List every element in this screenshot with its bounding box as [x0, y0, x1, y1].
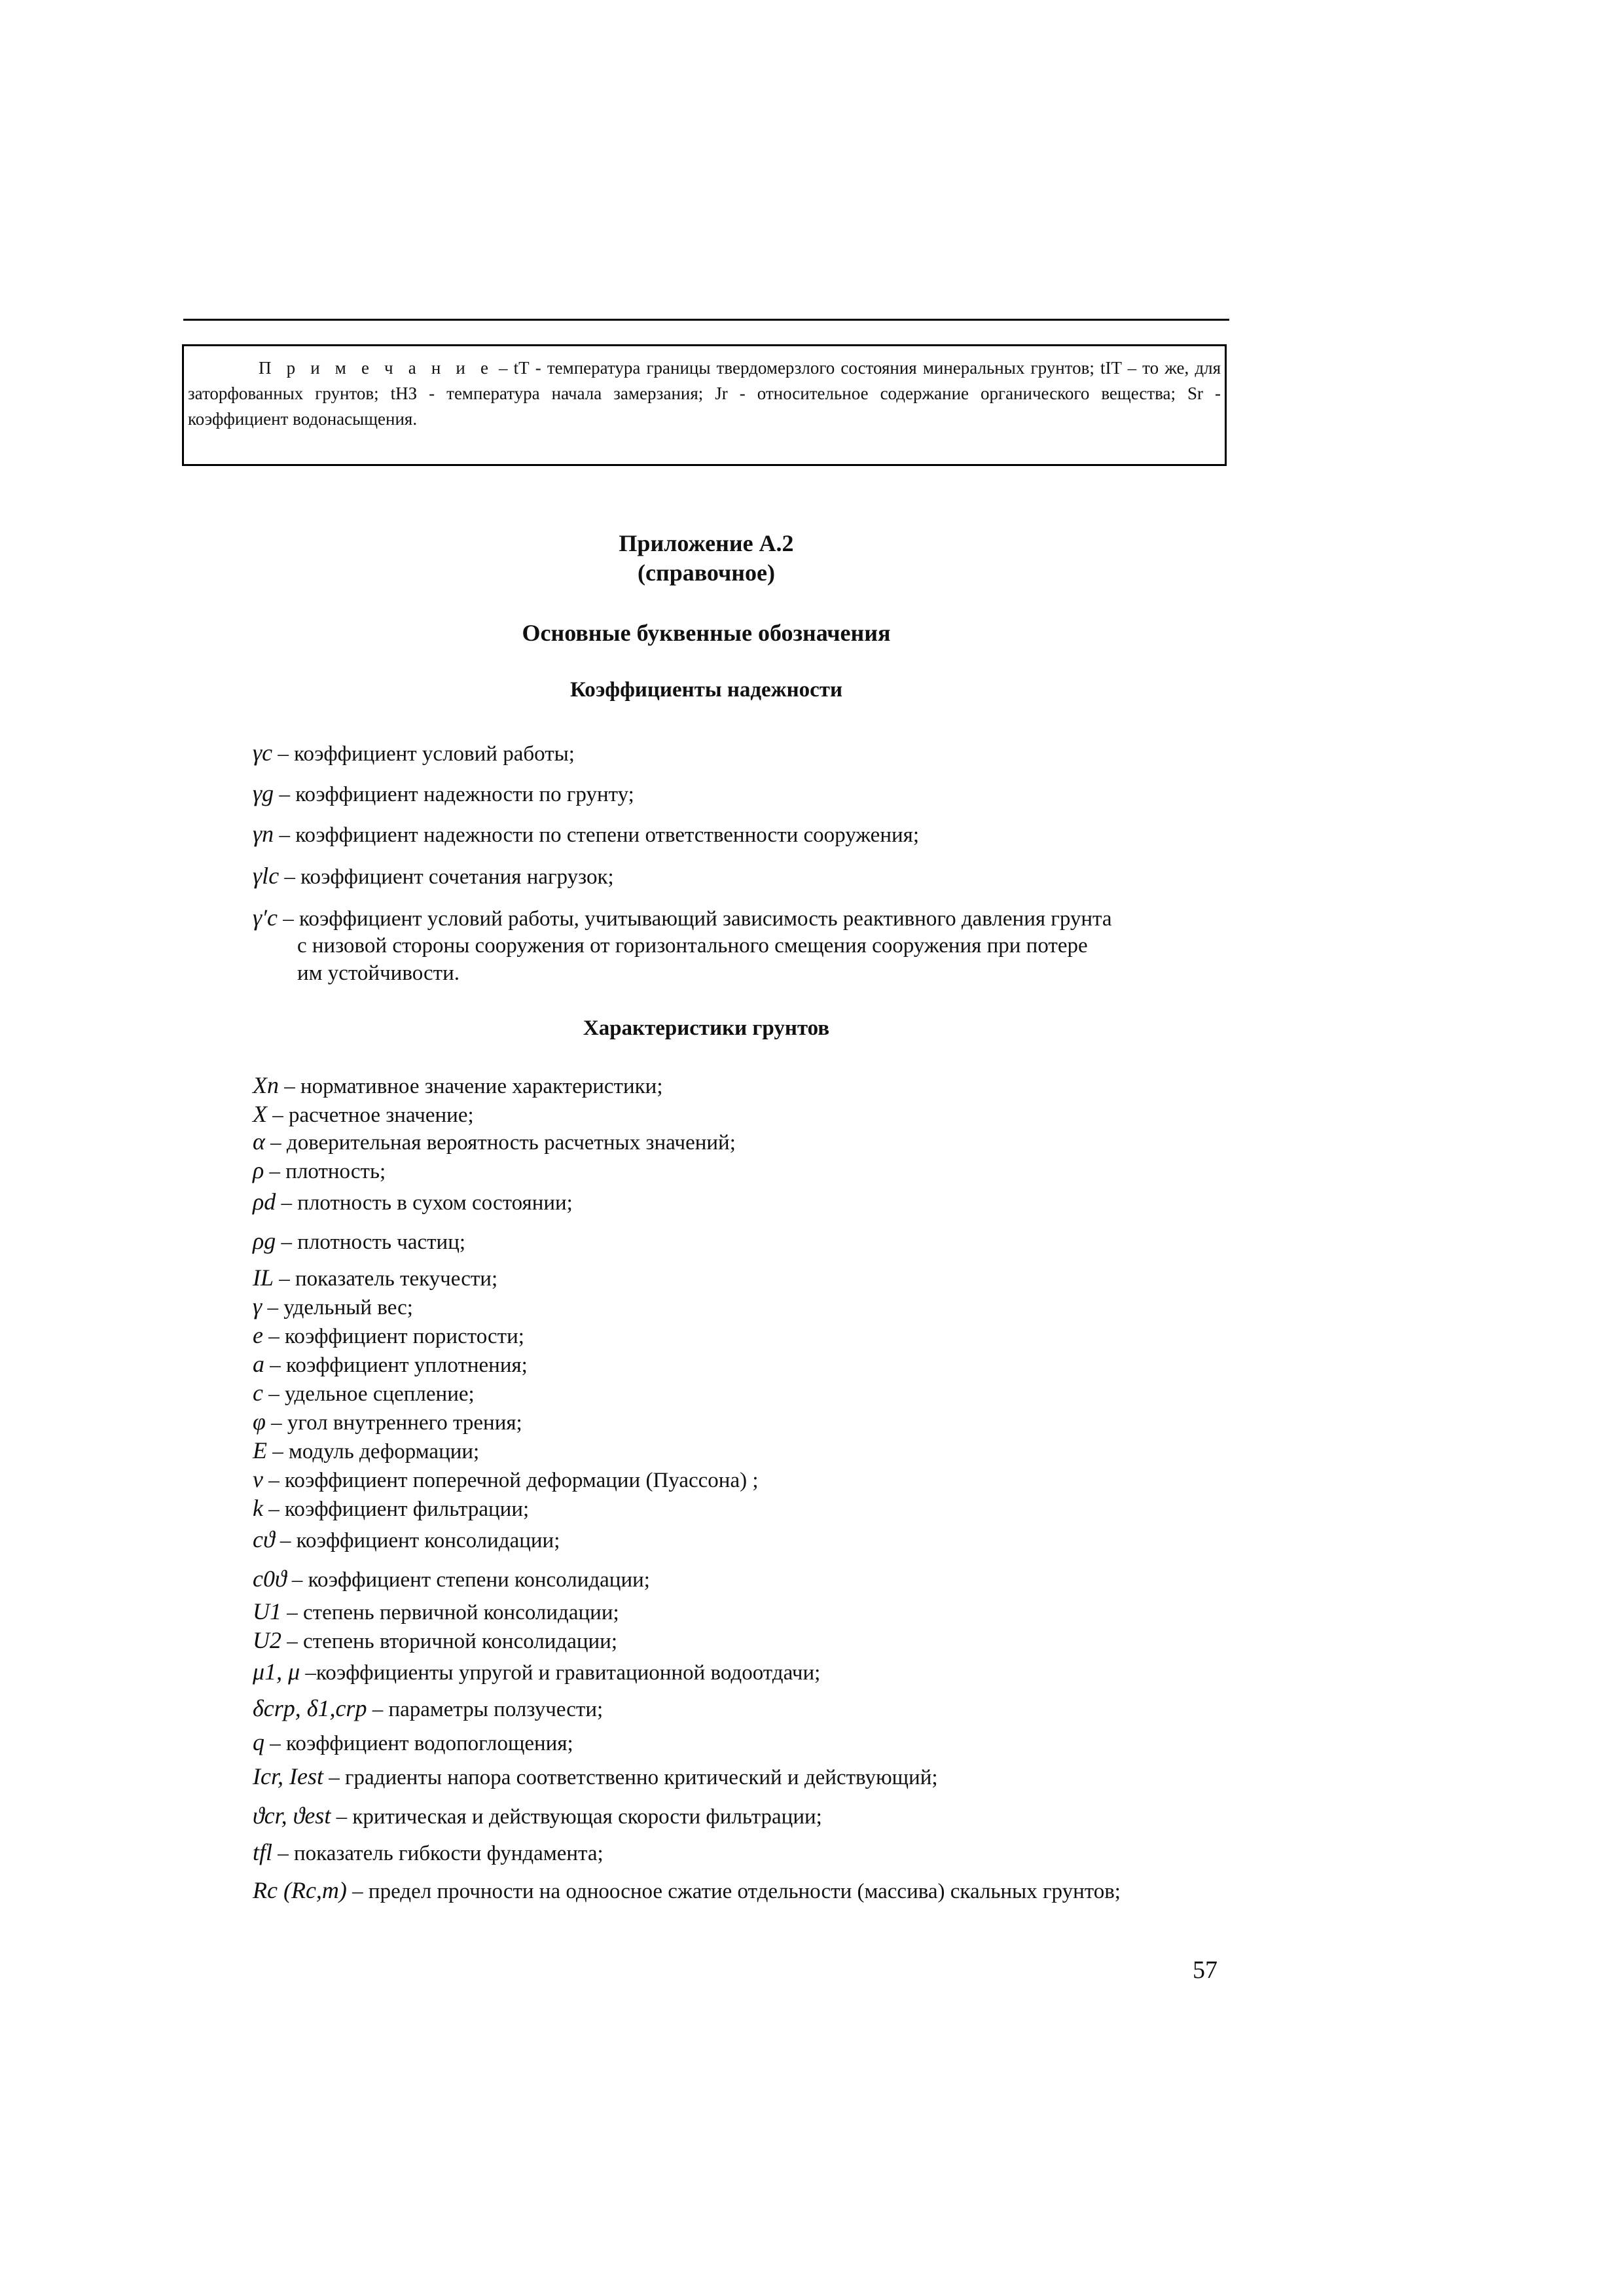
page-number: 57 — [1193, 1956, 1218, 1984]
list-item — [253, 738, 575, 768]
definition: – коэффициент надежности по степени ответственности сооружения; — [274, 823, 919, 847]
definition: –коэффициенты упругой и гравитационной водоотдачи; — [300, 1661, 821, 1685]
list-item — [253, 1127, 736, 1157]
symbol: μ1, μ — [253, 1659, 300, 1685]
symbol: δcrp, δ1,crp — [253, 1695, 367, 1721]
symbol: U2 — [253, 1627, 281, 1653]
symbol: Icr, Iest — [253, 1763, 323, 1789]
list-item — [253, 1436, 479, 1465]
symbol: tfl — [253, 1839, 273, 1865]
symbol: γn — [253, 821, 274, 847]
list-item — [253, 1801, 822, 1831]
note-label: П р и м е ч а н и е — [259, 358, 493, 378]
definition: – удельный вес; — [262, 1296, 413, 1319]
list-item — [253, 1407, 522, 1437]
list-item — [253, 1100, 474, 1129]
symbol: IL — [253, 1265, 274, 1291]
definition: – коэффициент степени консолидации; — [286, 1568, 650, 1592]
definition: – градиенты напора соответственно критический и действующий; — [323, 1766, 938, 1789]
list-item — [253, 1838, 604, 1867]
list-item — [253, 819, 919, 849]
definition: – коэффициент консолидации; — [274, 1529, 560, 1552]
header-rule — [183, 319, 1229, 321]
note-paragraph — [188, 355, 1221, 432]
symbol: γg — [253, 780, 274, 806]
list-item — [253, 1156, 386, 1185]
definition: – степень вторичной консолидации; — [281, 1630, 617, 1653]
symbol: E — [253, 1437, 267, 1463]
list-item — [253, 779, 634, 808]
list-item — [253, 1494, 529, 1523]
symbol: γ — [253, 1293, 262, 1319]
list-item — [253, 1657, 820, 1687]
definition: – коэффициент пористости; — [262, 1325, 524, 1348]
symbol: X — [253, 1101, 267, 1127]
list-item — [253, 1564, 650, 1594]
list-item — [253, 1694, 603, 1723]
list-item — [253, 1321, 524, 1350]
symbol: a — [253, 1351, 264, 1377]
definition: – коэффициент уплотнения; — [264, 1354, 528, 1377]
symbol: γlc — [253, 863, 280, 889]
definition: – угол внутреннего трения; — [265, 1411, 522, 1435]
definition: – удельное сцепление; — [262, 1382, 475, 1406]
symbol: γc — [253, 740, 273, 766]
definition: – расчетное значение; — [267, 1103, 474, 1127]
list-item — [253, 1597, 619, 1626]
section-heading-reliability: Коэффициенты надежности — [569, 678, 842, 702]
symbol: c — [253, 1380, 263, 1406]
definition: – предел прочности на одноосное сжатие отдельности (массива) скальных грунтов; — [346, 1880, 1121, 1903]
definition: – плотность частиц; — [276, 1230, 466, 1254]
note-box — [182, 344, 1227, 466]
page-title: Основные буквенные обозначения — [522, 620, 891, 646]
definition: – степень первичной консолидации; — [281, 1601, 619, 1624]
list-item — [253, 1525, 560, 1554]
definition: – доверительная вероятность расчетных значений; — [264, 1131, 736, 1155]
symbol: α — [253, 1128, 265, 1155]
list-item — [253, 1762, 938, 1791]
list-item — [253, 1292, 413, 1321]
definition: – показатель гибкости фундамента; — [272, 1842, 604, 1865]
symbol: q — [253, 1729, 264, 1755]
list-item — [253, 1350, 528, 1379]
list-item — [253, 1187, 573, 1217]
symbol: ρ — [253, 1157, 264, 1183]
appendix-subtitle: (справочное) — [637, 560, 775, 586]
symbol: ϑcr, ϑest — [253, 1803, 331, 1829]
definition: – показатель текучести; — [274, 1267, 498, 1291]
list-item — [253, 861, 614, 891]
definition: – коэффициент условий работы; — [272, 742, 575, 766]
symbol: U1 — [253, 1598, 281, 1624]
list-item — [253, 1378, 475, 1408]
definition: – плотность; — [264, 1160, 386, 1183]
definition: – коэффициент водопоглощения; — [264, 1732, 573, 1755]
symbol: ρd — [253, 1189, 276, 1215]
appendix-title: Приложение А.2 — [619, 530, 794, 556]
list-item — [253, 1263, 497, 1293]
symbol: Xn — [253, 1072, 279, 1098]
note-text: – tТ - температура границы твердомерзлого состояния минеральных грунтов; tIT – то же, для заторфованных грунтов; tНЗ - температура начала замерзания; Jr - относительное содержание органического вещества; Sr - коэффициент водонасыщения. — [188, 358, 1221, 429]
list-item — [253, 903, 1221, 987]
definition: – коэффициент поперечной деформации (Пуассона) ; — [262, 1469, 759, 1492]
definition: – коэффициент условий работы, учитывающий зависимость реактивного давления грунта — [278, 907, 1112, 931]
definition: – коэффициент фильтрации; — [262, 1498, 530, 1521]
symbol: cϑ — [253, 1526, 275, 1552]
definition: – модуль деформации; — [267, 1440, 480, 1463]
list-item — [253, 1465, 759, 1494]
list-item — [253, 1071, 663, 1100]
symbol: k — [253, 1495, 263, 1521]
symbol: ν — [253, 1466, 263, 1492]
definition: – коэффициент надежности по грунту; — [274, 783, 634, 806]
symbol: c0ϑ — [253, 1566, 287, 1592]
symbol: φ — [253, 1408, 266, 1435]
list-item — [253, 1227, 465, 1256]
definition: – параметры ползучести; — [367, 1698, 604, 1721]
definition: – плотность в сухом состоянии; — [276, 1191, 573, 1215]
section-heading-soil-characteristics: Характеристики грунтов — [583, 1016, 830, 1040]
definition-continuation: им устойчивости. — [297, 961, 460, 985]
appendix-heading — [183, 529, 1229, 588]
definition: – коэффициент сочетания нагрузок; — [279, 865, 614, 889]
symbol: ρg — [253, 1228, 276, 1254]
definition: – нормативное значение характеристики; — [279, 1075, 663, 1098]
definition: – критическая и действующая скорости фильтрации; — [331, 1805, 822, 1829]
definition-continuation: с низовой стороны сооружения от горизонтального смещения сооружения при потере — [297, 934, 1088, 958]
symbol: Rc (Rc,m) — [253, 1877, 347, 1903]
list-item — [253, 1728, 573, 1757]
symbol: γ′c — [253, 905, 278, 931]
list-item — [253, 1876, 1121, 1905]
list-item — [253, 1626, 617, 1655]
symbol: e — [253, 1322, 263, 1348]
